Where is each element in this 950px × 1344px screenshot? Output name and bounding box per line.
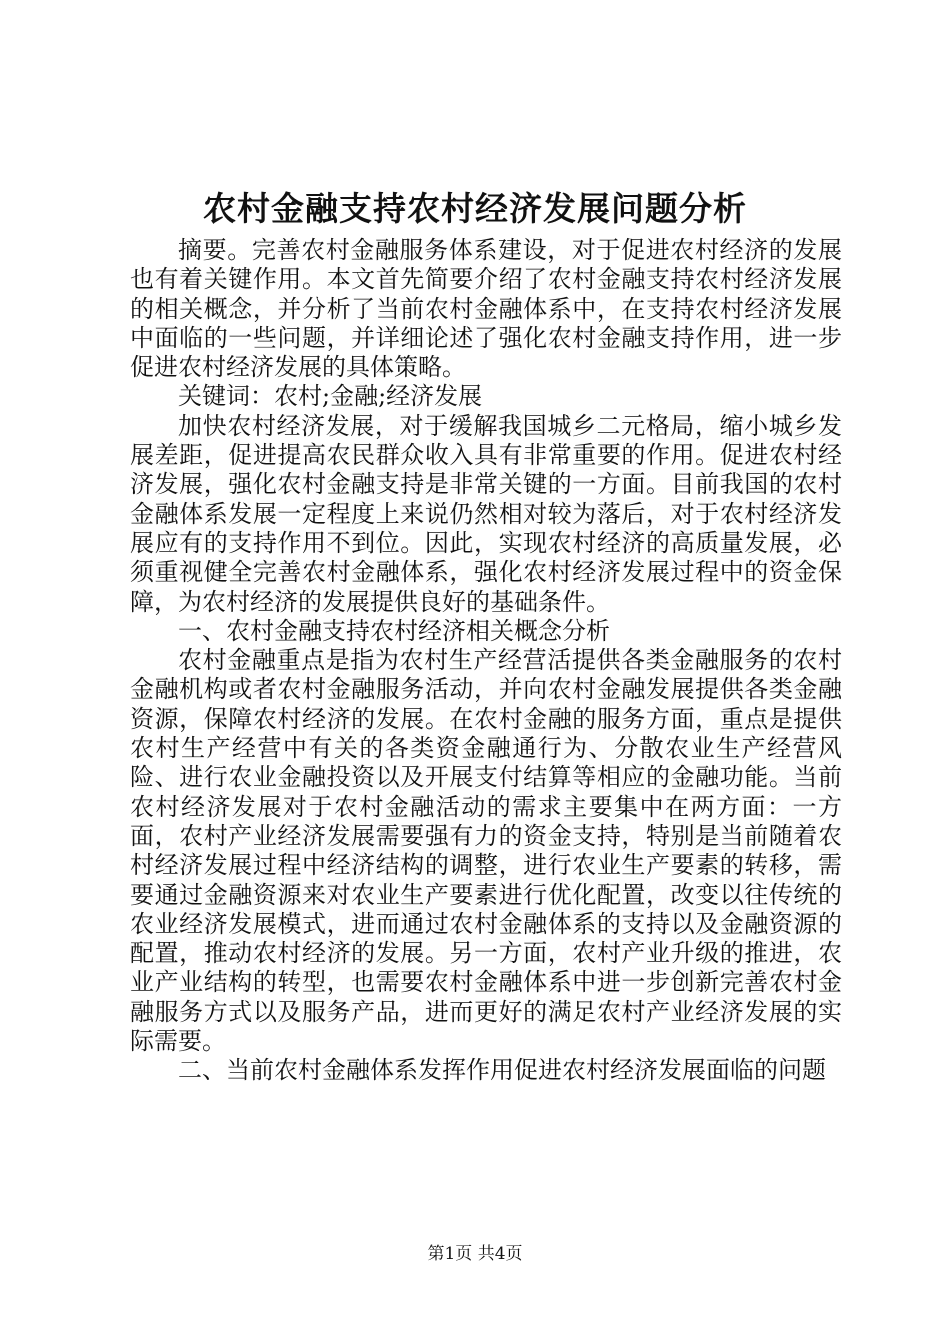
section-heading-2: 二、当前农村金融体系发挥作用促进农村经济发展面临的问题 bbox=[178, 1056, 826, 1085]
intro-paragraph: 加快农村经济发展，对于缓解我国城乡二元格局，缩小城乡发展差距，促进提高农民群众收入具有非常重要的作用。促进农村经济发展，强化农村金融支持是非常关键的一方面。目前我国的农村金融体系发展一定程度上来说仍然相对较为落后，对于农村经济发展应有的支持作用不到位。因此，实现农村经济的高质量发展，必须重视健全完善农村金融体系，强化农村经济发展过程中的资金保障，为农村经济的发展提供良好的基础条件。 bbox=[130, 411, 842, 616]
section-heading-1: 一、农村金融支持农村经济相关概念分析 bbox=[178, 616, 610, 645]
page-number-footer: 第1页 共4页 bbox=[427, 1244, 523, 1264]
section-1-paragraph: 农村金融重点是指为农村生产经营活提供各类金融服务的农村金融机构或者农村金融服务活动，并向农村金融发展提供各类金融资源，保障农村经济的发展。在农村金融的服务方面，重点是提供农村生产经营中有关的各类资金融通行为、分散农业生产经营风险、进行农业金融投资以及开展支付结算等相应的金融功能。当前农村经济发展对于农村金融活动的需求主要集中在两方面：一方面，农村产业经济发展需要强有力的资金支持，特别是当前随着农村经济发展过程中经济结构的调整，进行农业生产要素的转移，需要通过金融资源来对农业生产要素进行优化配置，改变以往传统的农业经济发展模式，进而通过农村金融体系的支持以及金融资源的配置，推动农村经济的发展。另一方面，农村产业升级的推进，农业产业结构的转型，也需要农村金融体系中进一步创新完善农村金融服务方式以及服务产品，进而更好的满足农村产业经济发展的实际需要。 bbox=[130, 646, 842, 1056]
keywords-paragraph: 关键词：农村;金融;经济发展 bbox=[178, 382, 483, 411]
document-body bbox=[130, 236, 842, 1086]
abstract-paragraph: 摘要。完善农村金融服务体系建设，对于促进农村经济的发展也有着关键作用。本文首先简要介绍了农村金融支持农村经济发展的相关概念，并分析了当前农村金融体系中，在支持农村经济发展中面临的一些问题，并详细论述了强化农村金融支持作用，进一步促进农村经济发展的具体策略。 bbox=[130, 236, 842, 382]
document-title: 农村金融支持农村经济发展问题分析 bbox=[203, 189, 747, 228]
